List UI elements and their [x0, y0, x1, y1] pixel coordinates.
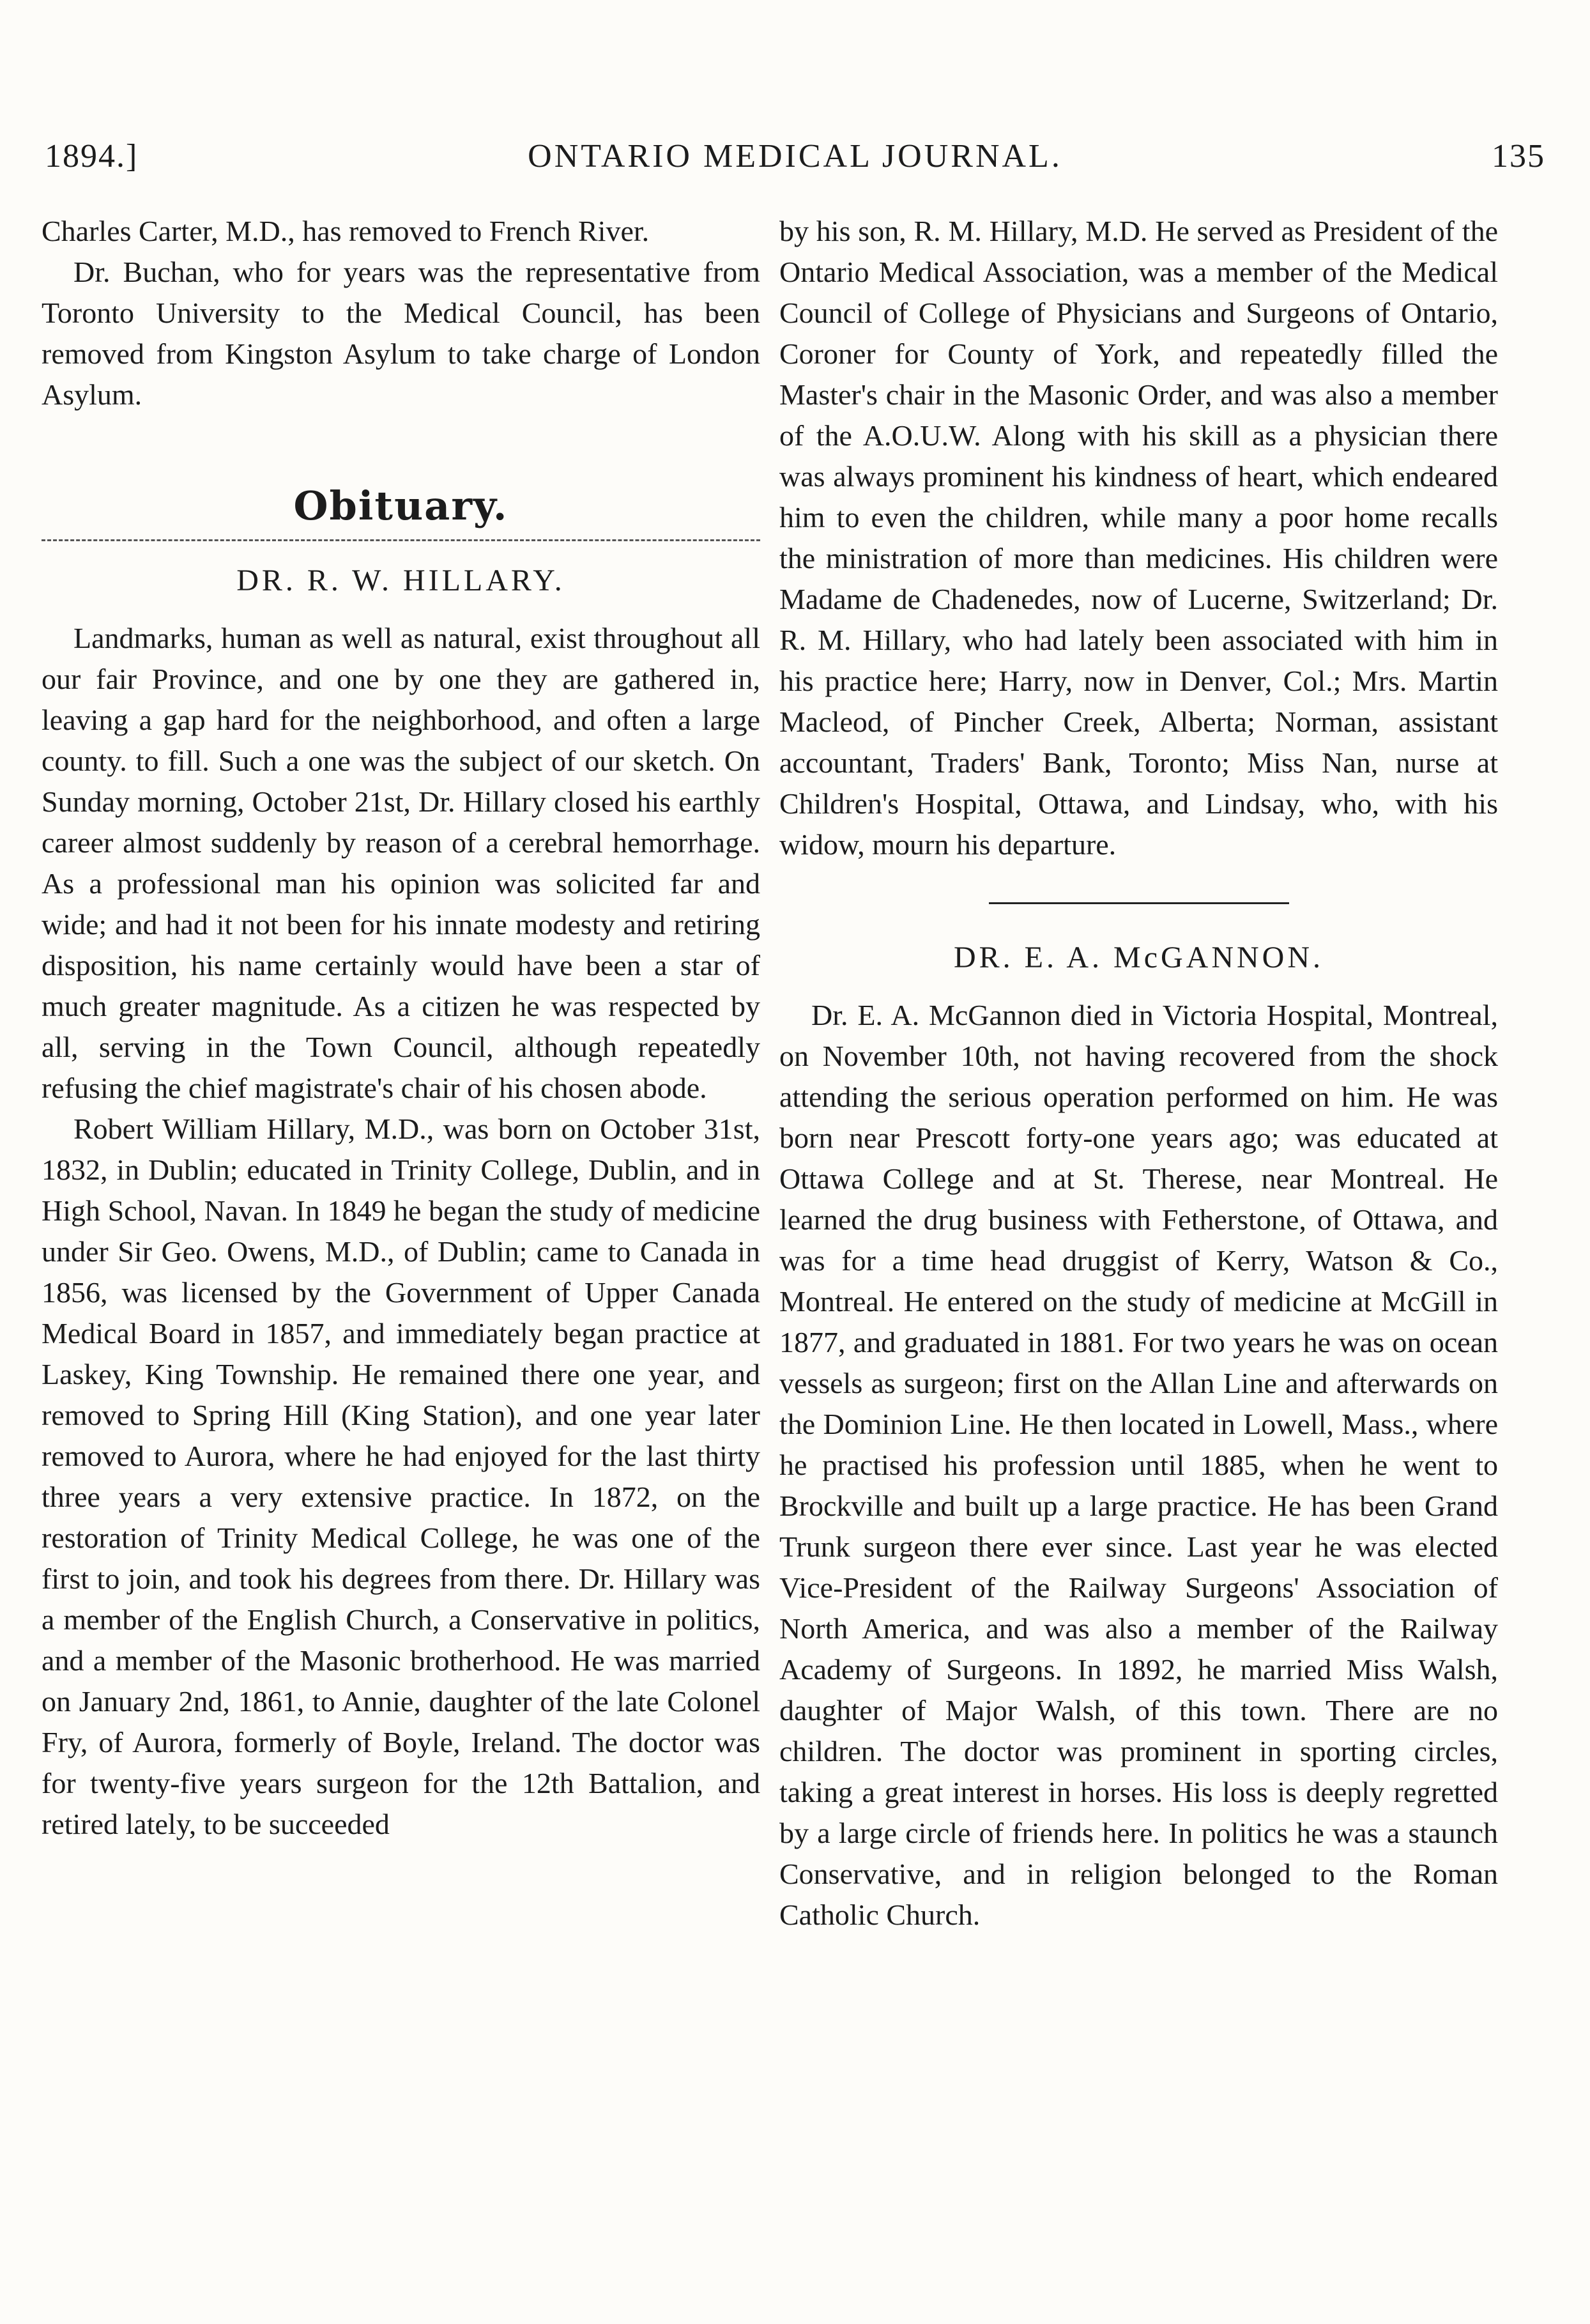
- heading-mcgannon: DR. E. A. McGANNON.: [954, 941, 1324, 974]
- page-number: 135: [1492, 138, 1545, 174]
- section-divider: [989, 902, 1289, 904]
- right-column: [779, 211, 1498, 1935]
- header-year: 1894.]: [45, 138, 139, 174]
- hillary-paragraph-1: Landmarks, human as well as natural, exist throughout all our fair Province, and one by one they are gathered in, leaving a gap hard for the neighborhood, and often a large county. to fill. Such a one was the subject of our sketch. On Sunday morning, October 21st, Dr. Hillary closed his earthly career almost suddenly by reason of a cerebral hemorrhage. As a professional man his opinion was solicited far and wide; and had it not been for his innate modesty and retiring disposition, his name certainly would have been a star of much greater magnitude. As a citizen he was respected by all, serving in the Town Council, although repeatedly refusing the chief magistrate's chair of his chosen abode.: [42, 622, 760, 1104]
- left-column: [42, 211, 760, 1845]
- dashed-divider: [42, 539, 760, 541]
- hillary-paragraph-continued: by his son, R. M. Hillary, M.D. He served as President of the Ontario Medical Association, was a member of the Medical Council of College of Physicians and Surgeons of Ontario, Coroner for County of York, and repeatedly filled the Master's chair in the Masonic Order, and was also a member of the A.O.U.W. Along with his skill as a physician there was always prominent his kindness of heart, which endeared him to even the children, while many a poor home recalls the ministration of more than medicines. His children were Madame de Chadenedes, now of Lucerne, Switzerland; Dr. R. M. Hillary, who had lately been associated with him in his practice here; Harry, now in Denver, Col.; Mrs. Martin Macleod, of Pincher Creek, Alberta; Norman, assistant accountant, Traders' Bank, Toronto; Miss Nan, nurse at Children's Hospital, Ottawa, and Lindsay, who, with his widow, mourn his departure.: [779, 215, 1498, 861]
- note-buchan: Dr. Buchan, who for years was the representative from Toronto University to the Medical Council, has been removed from Kingston Asylum to take charge of London Asylum.: [42, 256, 760, 411]
- mcgannon-paragraph: Dr. E. A. McGannon died in Victoria Hospital, Montreal, on November 10th, not having recovered from the shock attending the serious operation performed on him. He was born near Prescott forty-one years ago; was educated at Ottawa College and at St. Therese, near Montreal. He learned the drug business with Fetherstone, of Ottawa, and was for a time head druggist of Kerry, Watson & Co., Montreal. He entered on the study of medicine at McGill in 1877, and graduated in 1881. For two years he was on ocean vessels as surgeon; first on the Allan Line and afterwards on the Dominion Line. He then located in Lowell, Mass., where he practised his profession until 1885, when he went to Brockville and built up a large practice. He has been Grand Trunk surgeon there ever since. Last year he was elected Vice-President of the Railway Surgeons' Association of North America, and was also a member of the Railway Academy of Surgeons. In 1892, he married Miss Walsh, daughter of Major Walsh, of this town. There are no children. The doctor was prominent in sporting circles, taking a great interest in horses. His loss is deeply regretted by a large circle of friends here. In politics he was a staunch Conservative, and in religion belonged to the Roman Catholic Church.: [779, 999, 1498, 1931]
- heading-hillary: DR. R. W. HILLARY.: [236, 564, 565, 597]
- section-title-obituary: Obituary.: [293, 482, 508, 529]
- journal-title: ONTARIO MEDICAL JOURNAL.: [528, 138, 1062, 174]
- hillary-paragraph-2: Robert William Hillary, M.D., was born on October 31st, 1832, in Dublin; educated in Trinity College, Dublin, and in High School, Navan. In 1849 he began the study of medicine under Sir Geo. Owens, M.D., of Dublin; came to Canada in 1856, was licensed by the Government of Upper Canada Medical Board in 1857, and immediately began practice at Laskey, King Township. He remained there one year, and removed to Spring Hill (King Station), and one year later removed to Aurora, where he had enjoyed for the last thirty three years a very extensive practice. In 1872, on the restoration of Trinity Medical College, he was one of the first to join, and took his degrees from there. Dr. Hillary was a member of the English Church, a Conservative in politics, and a member of the Masonic brotherhood. He was married on January 2nd, 1861, to Annie, daughter of the late Colonel Fry, of Aurora, formerly of Boyle, Ireland. The doctor was for twenty-five years surgeon for the 12th Battalion, and retired lately, to be succeeded: [42, 1112, 760, 1840]
- note-carter: Charles Carter, M.D., has removed to French River.: [42, 215, 650, 247]
- running-header: [45, 137, 1545, 182]
